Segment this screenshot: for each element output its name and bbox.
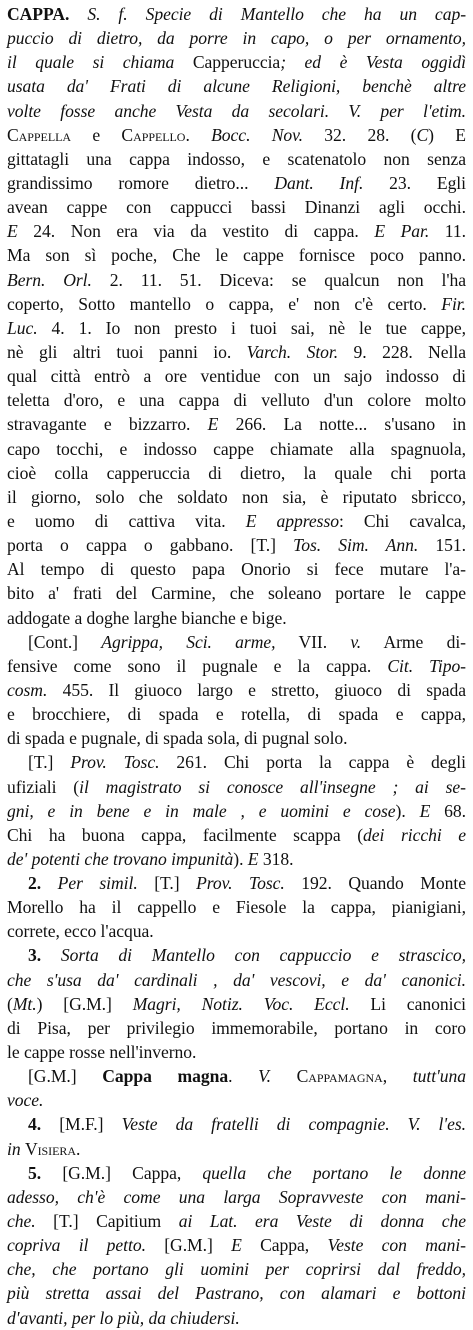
- entry-line: [7, 823, 466, 847]
- italic-text-run: adesso, ch'è come una larga Sopravveste con mani-: [7, 1186, 466, 1207]
- entry-line: [7, 1281, 466, 1305]
- entry-line: [7, 726, 466, 750]
- text-run: Al tempo di questo papa Onorio si fece mutare l'a-: [7, 559, 466, 580]
- entry-line: [7, 1209, 466, 1233]
- italic-text-run: E: [419, 800, 431, 821]
- entry-line: [7, 871, 466, 895]
- text-run: 2. 11. 51. Diceva: se qualcun non l'ha: [91, 269, 466, 290]
- text-run: 455. Il giuoco largo e stretto, giuoco di spada: [47, 679, 466, 700]
- text-run: teletta d'oro, e una cappa di velluto d'un colore molto: [7, 390, 466, 411]
- entry-line: [7, 412, 466, 436]
- text-run: VII.: [275, 631, 351, 652]
- italic-text-run: v.: [350, 631, 362, 652]
- entry-line: [7, 364, 466, 388]
- entry-line: [7, 678, 466, 702]
- italic-text-run: de' potenti che trovano impunità: [7, 848, 234, 869]
- entry-line: [7, 1233, 466, 1257]
- text-run: il giorno, solo che soldato non sia, è riputato sbricco,: [7, 486, 466, 507]
- text-run: nè gli altri tuoi panni io.: [7, 341, 247, 362]
- text-run: [T.]: [28, 752, 71, 773]
- entry-line: [7, 50, 466, 74]
- text-run: 11.: [429, 221, 466, 242]
- entry-line: [7, 557, 466, 581]
- entry-line: [7, 1185, 466, 1209]
- italic-text-run: E: [207, 414, 219, 435]
- entry-line: [7, 968, 466, 992]
- text-run: Capperuccia: [192, 52, 281, 73]
- entry-line: [7, 847, 466, 871]
- text-run: ) [G.M.]: [36, 993, 133, 1014]
- entry-line: [7, 219, 466, 243]
- text-run: : Chi cavalca,: [338, 510, 466, 531]
- italic-text-run: che, che portano gli uomini per coprirsi dal freddo,: [7, 1259, 466, 1280]
- italic-text-run: cosm.: [7, 679, 48, 700]
- entry-line: [7, 606, 466, 630]
- sense-number: 5.: [28, 1162, 42, 1183]
- italic-text-run: Prov. Tosc.: [70, 752, 160, 773]
- italic-text-run: Veste da fratelli di compagnie. V. l'es.: [121, 1114, 466, 1135]
- italic-text-run: che s'usa da' cardinali , da' vescovi, e da' canonici.: [7, 969, 466, 990]
- cross-reference: Cappello: [121, 124, 186, 145]
- text-run: bito a' frati del Carmine, che soleano portare le cappe: [7, 583, 466, 604]
- italic-text-run: Sorta di Mantello con cappuccio e strascico,: [41, 945, 466, 966]
- entry-line: [7, 630, 466, 654]
- text-run: cioè colla capperuccia di dietro, la quale chi porta: [7, 462, 466, 483]
- text-run: ufiziali (: [7, 776, 80, 797]
- text-run: 151.: [418, 535, 466, 556]
- entry-line: [7, 437, 466, 461]
- italic-text-run: il magistrato si conosce all'insegne ; ai se-: [79, 776, 466, 797]
- italic-text-run: Bocc. Nov.: [211, 124, 303, 145]
- text-run: ) E: [428, 124, 466, 145]
- text-run: 9. 228. Nella: [338, 341, 466, 362]
- text-run: Morello ha il cappello e Fiesole la cappa, pianigiani,: [7, 897, 466, 918]
- italic-text-run: C: [416, 124, 429, 145]
- italic-text-run: Per simil.: [41, 873, 138, 894]
- entry-line: [7, 1088, 466, 1112]
- dictionary-entry-cappa: [7, 2, 466, 1330]
- sense-number: 4.: [28, 1114, 42, 1135]
- entry-line: [7, 2, 466, 26]
- entry-line: [7, 1137, 466, 1161]
- text-run: Arme di-: [361, 631, 466, 652]
- entry-line: [7, 171, 466, 195]
- entry-line: [7, 943, 466, 967]
- text-run: .: [75, 1138, 81, 1159]
- sense-number: 2.: [28, 873, 42, 894]
- entry-line: [7, 316, 466, 340]
- text-run: le cappe rosse nell'inverno.: [7, 1042, 197, 1063]
- text-run: coperto, Sotto mantello o cappa, e' non c'è certo.: [7, 293, 442, 314]
- italic-text-run: Varch. Stor.: [246, 341, 339, 362]
- text-run: correte, ecco l'acqua.: [7, 921, 154, 942]
- text-run: gittatagli una cappa indosso, e scatenatolo non senza: [7, 148, 466, 169]
- entry-line: [7, 799, 466, 823]
- italic-text-run: Dant. Inf.: [274, 172, 364, 193]
- italic-text-run: Luc.: [7, 317, 38, 338]
- entry-line: [7, 919, 466, 943]
- entry-line: [7, 581, 466, 605]
- entry-line: [7, 775, 466, 799]
- italic-text-run: Fir.: [441, 293, 466, 314]
- text-run: ,: [382, 1066, 413, 1087]
- text-run: qual città entrò a ore ventidue con un sajo indosso di: [7, 366, 466, 387]
- cross-reference: Cappamagna: [296, 1066, 383, 1087]
- text-run: [271, 1066, 297, 1086]
- text-run: 192. Quando Monte: [284, 873, 466, 894]
- text-run: [M.F.]: [41, 1114, 122, 1135]
- entry-line: [7, 268, 466, 292]
- text-run: [G.M.] Cappa,: [41, 1162, 203, 1183]
- headword: CAPPA.: [7, 4, 70, 24]
- cross-reference: Cappella: [7, 124, 72, 145]
- text-run: porta o cappa o gabbano. [T.]: [7, 535, 294, 556]
- text-run: Chi ha buona cappa, facilmente scappa (: [7, 824, 364, 845]
- text-run: .: [228, 1066, 259, 1087]
- text-run: .: [185, 124, 212, 145]
- entry-line: [7, 292, 466, 316]
- sense-number: Cappa magna: [102, 1066, 229, 1087]
- text-run: di Pisa, per privilegio immemorabile, portano in coro: [7, 1017, 466, 1038]
- italic-text-run: che.: [7, 1211, 36, 1232]
- entry-line: [7, 388, 466, 412]
- italic-text-run: Tos. Sim. Ann.: [293, 535, 419, 556]
- italic-text-run: E: [247, 848, 259, 869]
- italic-text-run: E Par.: [374, 221, 430, 242]
- text-run: capo tocchi, e indosso cappe chiamate alla spagnuola,: [7, 438, 466, 459]
- text-run: [Cont.]: [28, 631, 102, 652]
- entry-line: [7, 243, 466, 267]
- text-run: 24. Non era via da vestito di cappa.: [17, 221, 375, 242]
- entry-line: [7, 99, 466, 123]
- entry-line: [7, 1040, 466, 1064]
- text-run: fensive come sono il pugnale e la cappa.: [7, 655, 388, 676]
- entry-line: [7, 195, 466, 219]
- text-run: 23. Egli: [363, 172, 466, 193]
- entry-line: [7, 702, 466, 726]
- italic-text-run: dei ricchi e: [363, 824, 466, 845]
- italic-text-run: puccio di dietro, da porre in capo, o per ornamento,: [7, 28, 466, 49]
- entry-line: [7, 1112, 466, 1136]
- entry-line: [7, 123, 466, 147]
- text-run: e uomo di cattiva vita.: [7, 510, 246, 531]
- text-run: e brocchiere, di spada e rotella, di spada e cappa,: [7, 704, 466, 725]
- text-run: 68.: [430, 800, 466, 821]
- italic-text-run: in: [7, 1138, 21, 1159]
- italic-text-run: S. f. Specie di Mantello che ha un cap-: [69, 4, 466, 24]
- italic-text-run: d'avanti, per lo più, da chiudersi.: [7, 1307, 240, 1328]
- entry-line: [7, 895, 466, 919]
- italic-text-run: copriva il petto.: [7, 1235, 146, 1256]
- entry-line: [7, 461, 466, 485]
- text-run: ).: [395, 800, 420, 821]
- text-run: 266. La notte... s'usano in: [218, 414, 466, 435]
- text-run: [G.M.]: [28, 1066, 103, 1087]
- italic-text-run: più stretta assai del Pastrano, con alamari e bottoni: [7, 1283, 466, 1304]
- entry-line: [7, 654, 466, 678]
- entry-line: [7, 1306, 466, 1330]
- italic-text-run: Prov. Tosc.: [196, 873, 285, 894]
- text-run: e: [71, 124, 122, 145]
- italic-text-run: Veste con mani-: [327, 1235, 466, 1256]
- italic-text-run: quella che portano le donne: [202, 1162, 466, 1183]
- cross-reference: Visiera: [24, 1138, 76, 1159]
- italic-text-run: Bern. Orl.: [7, 269, 92, 290]
- italic-text-run: usata da' Frati di alcune Religioni, benchè altre: [7, 76, 466, 97]
- text-run: [G.M.]: [145, 1235, 232, 1256]
- text-run: avean cappe con cappucci bassi Dinanzi agli occhi.: [7, 197, 466, 218]
- entry-line: [7, 147, 466, 171]
- italic-text-run: E appresso: [245, 510, 339, 531]
- italic-text-run: V.: [258, 1066, 271, 1087]
- entry-line: [7, 992, 466, 1016]
- entry-line: [7, 340, 466, 364]
- entry-line: [7, 1257, 466, 1281]
- italic-text-run: E: [7, 221, 18, 242]
- text-run: [T.]: [137, 873, 197, 894]
- italic-text-run: Mt.: [12, 993, 37, 1014]
- italic-text-run: il quale si chiama: [7, 52, 193, 73]
- text-run: 4. 1. Io non presto i tuoi sai, nè le tue cappe,: [37, 317, 466, 338]
- entry-line: [7, 74, 466, 98]
- text-run: Li canonici: [349, 993, 466, 1014]
- entry-line: [7, 1064, 466, 1088]
- italic-text-run: Cit. Tipo-: [387, 655, 466, 676]
- italic-text-run: gni, e in bene e in male , e uomini e cose: [7, 800, 396, 821]
- italic-text-run: voce.: [7, 1090, 44, 1111]
- text-run: di spada e pugnale, di spada sola, di pugnal solo.: [7, 728, 348, 749]
- text-run: 32. 28. (: [302, 124, 417, 145]
- text-run: Cappa,: [241, 1235, 328, 1256]
- text-run: stravagante e bizzarro.: [7, 414, 208, 435]
- text-run: ).: [233, 848, 248, 869]
- entry-line: [7, 509, 466, 533]
- entry-line: [7, 750, 466, 774]
- italic-text-run: E: [231, 1235, 242, 1256]
- italic-text-run: ; ed è Vesta oggidì: [280, 52, 466, 73]
- text-run: Ma son sì poche, Che le cappe fornisce poco panno.: [7, 245, 466, 266]
- entry-line: [7, 485, 466, 509]
- text-run: 261. Chi porta la cappa è degli: [159, 752, 466, 773]
- italic-text-run: Agrippa, Sci. arme,: [101, 631, 276, 652]
- entry-line: [7, 533, 466, 557]
- text-run: [T.] Capitium: [35, 1211, 179, 1232]
- text-run: addogate a doghe larghe bianche e bige.: [7, 607, 287, 628]
- italic-text-run: volte fosse anche Vesta da secolari. V. per l'etim.: [7, 100, 466, 121]
- sense-number: 3.: [28, 945, 42, 966]
- text-run: grandissimo romore dietro...: [7, 172, 275, 193]
- italic-text-run: Magri, Notiz. Voc. Eccl.: [132, 993, 350, 1014]
- italic-text-run: tutt'una: [412, 1066, 466, 1087]
- text-run: (: [7, 993, 13, 1014]
- entry-line: [7, 1161, 466, 1185]
- italic-text-run: ai Lat. era Veste di donna che: [178, 1211, 466, 1232]
- text-run: 318.: [258, 848, 294, 869]
- entry-line: [7, 1016, 466, 1040]
- entry-line: [7, 26, 466, 50]
